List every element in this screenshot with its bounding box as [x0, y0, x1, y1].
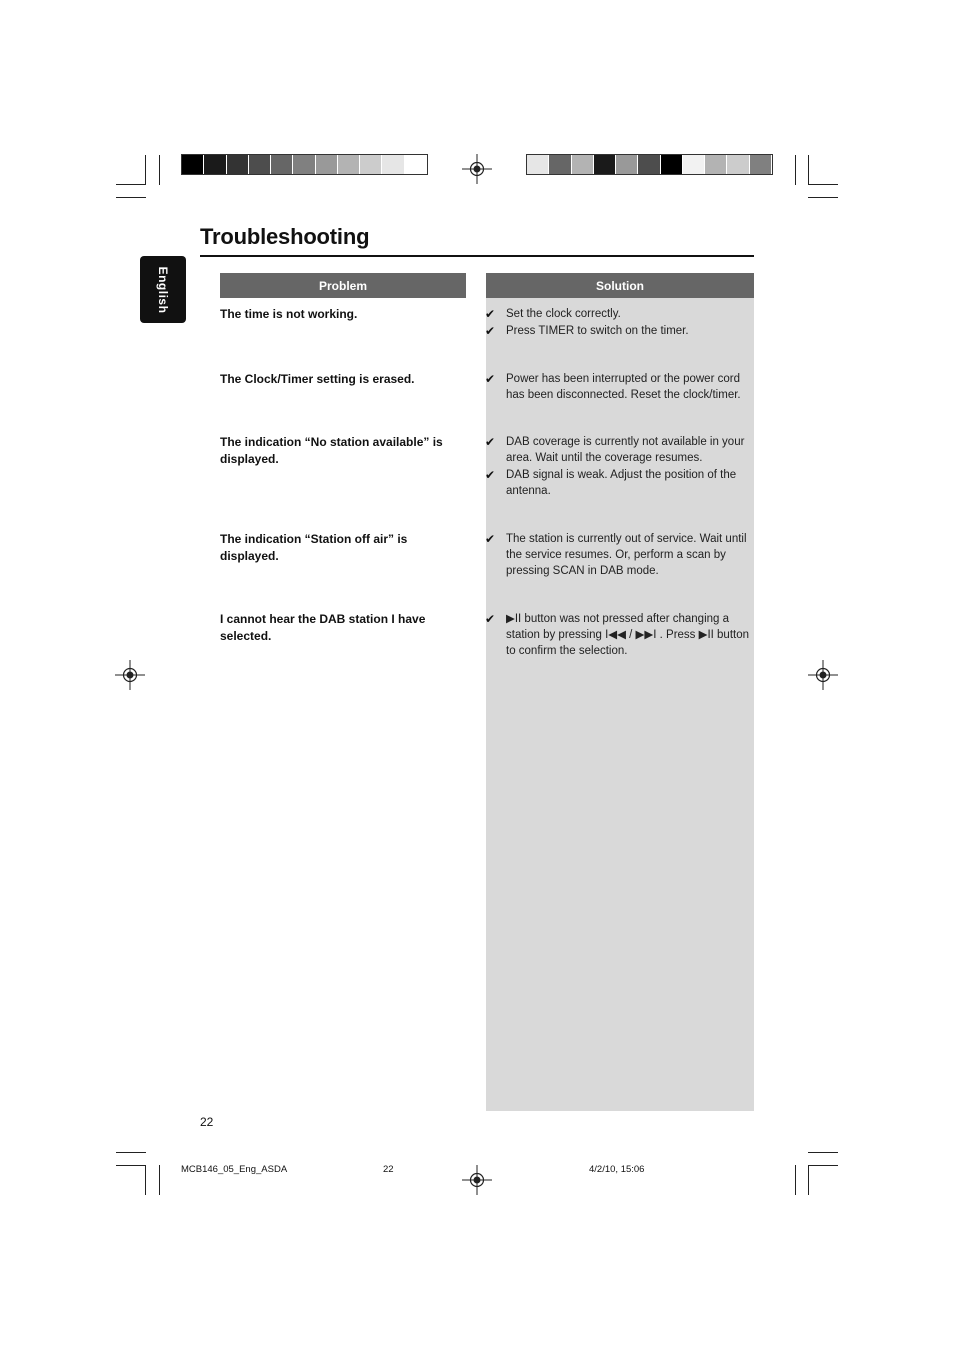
color-swatch [594, 155, 616, 174]
crop-mark [145, 155, 146, 185]
color-swatch [293, 155, 315, 174]
crop-mark [145, 1165, 146, 1195]
solution-column-header [486, 273, 754, 298]
footer-page: 22 [383, 1164, 394, 1175]
crop-mark [116, 1152, 146, 1153]
solution-item: ✔ Press TIMER to switch on the timer. [485, 324, 689, 338]
registration-mark-icon [462, 1165, 492, 1195]
solution-item: ✔ DAB coverage is currently not available in your area. Wait until the coverage resumes. [485, 435, 745, 464]
color-calibration-bar-right [526, 154, 773, 175]
solution-column-background [486, 298, 754, 1111]
check-icon: ✔ [485, 468, 496, 482]
crop-mark [795, 1165, 796, 1195]
crop-mark [116, 184, 146, 185]
color-calibration-bar-left [181, 154, 428, 175]
color-swatch [683, 155, 705, 174]
crop-mark [159, 1165, 160, 1195]
crop-mark [808, 1165, 838, 1166]
color-swatch [616, 155, 638, 174]
solution-item: ✔ Set the clock correctly. [485, 307, 621, 321]
registration-mark-icon [115, 660, 145, 690]
crop-mark [808, 155, 809, 185]
solution-list [486, 531, 750, 580]
solution-list [486, 306, 750, 340]
crop-mark [808, 184, 838, 185]
check-icon: ✔ [485, 372, 496, 386]
color-swatch [638, 155, 660, 174]
crop-mark [808, 1152, 838, 1153]
solution-item: ✔ ▶II button was not pressed after changing a station by pressing I◀◀ / ▶▶I . Press ▶II button to confirm the selection. [485, 612, 750, 657]
color-swatch [382, 155, 404, 174]
language-tab [140, 256, 186, 323]
crop-mark [159, 155, 160, 185]
color-swatch [527, 155, 549, 174]
check-icon: ✔ [485, 307, 496, 321]
solution-list [486, 434, 750, 500]
color-swatch [316, 155, 338, 174]
color-swatch [182, 155, 204, 174]
color-swatch [572, 155, 594, 174]
crop-mark [116, 197, 146, 198]
crop-mark [795, 155, 796, 185]
page-number: 22 [200, 1115, 214, 1129]
problem-column-header [220, 273, 466, 298]
color-swatch [338, 155, 360, 174]
color-swatch [705, 155, 727, 174]
color-swatch [360, 155, 382, 174]
registration-mark-icon [808, 660, 838, 690]
check-icon: ✔ [485, 532, 496, 546]
color-swatch [750, 155, 772, 174]
solution-list [486, 611, 750, 660]
problem-text: I cannot hear the DAB station I have selected. [220, 612, 426, 643]
problem-text: The Clock/Timer setting is erased. [220, 372, 415, 386]
color-swatch [727, 155, 749, 174]
footer-date: 4/2/10, 15:06 [589, 1164, 645, 1175]
solution-list [486, 371, 750, 404]
color-swatch [204, 155, 226, 174]
registration-mark-icon [462, 154, 492, 184]
color-swatch [249, 155, 271, 174]
check-icon: ✔ [485, 612, 496, 626]
crop-mark [116, 1165, 146, 1166]
color-swatch [405, 155, 427, 174]
solution-item: ✔ DAB signal is weak. Adjust the position of the antenna. [485, 468, 737, 497]
crop-mark [808, 197, 838, 198]
problem-header-label: Problem [318, 278, 367, 293]
footer-filename: MCB146_05_Eng_ASDA [181, 1164, 288, 1175]
check-icon: ✔ [485, 324, 496, 338]
color-swatch [271, 155, 293, 174]
solution-item: ✔ The station is currently out of service. Wait until the service resumes. Or, perform a scan by pressing SCAN in DAB mode. [485, 532, 747, 577]
problem-text: The time is not working. [220, 307, 358, 321]
solution-item: ✔ Power has been interrupted or the power cord has been disconnected. Reset the clock/timer. [485, 372, 741, 401]
title-rule [200, 255, 754, 257]
solution-header-label: Solution [596, 278, 644, 293]
problem-text: The indication “Station off air” is displayed. [220, 532, 408, 563]
color-swatch [661, 155, 683, 174]
check-icon: ✔ [485, 435, 496, 449]
problem-text: The indication “No station available” is displayed. [220, 435, 443, 466]
color-swatch [549, 155, 571, 174]
page-title: Troubleshooting [200, 224, 370, 249]
crop-mark [808, 1165, 809, 1195]
language-tab-label: English [156, 266, 170, 313]
color-swatch [227, 155, 249, 174]
